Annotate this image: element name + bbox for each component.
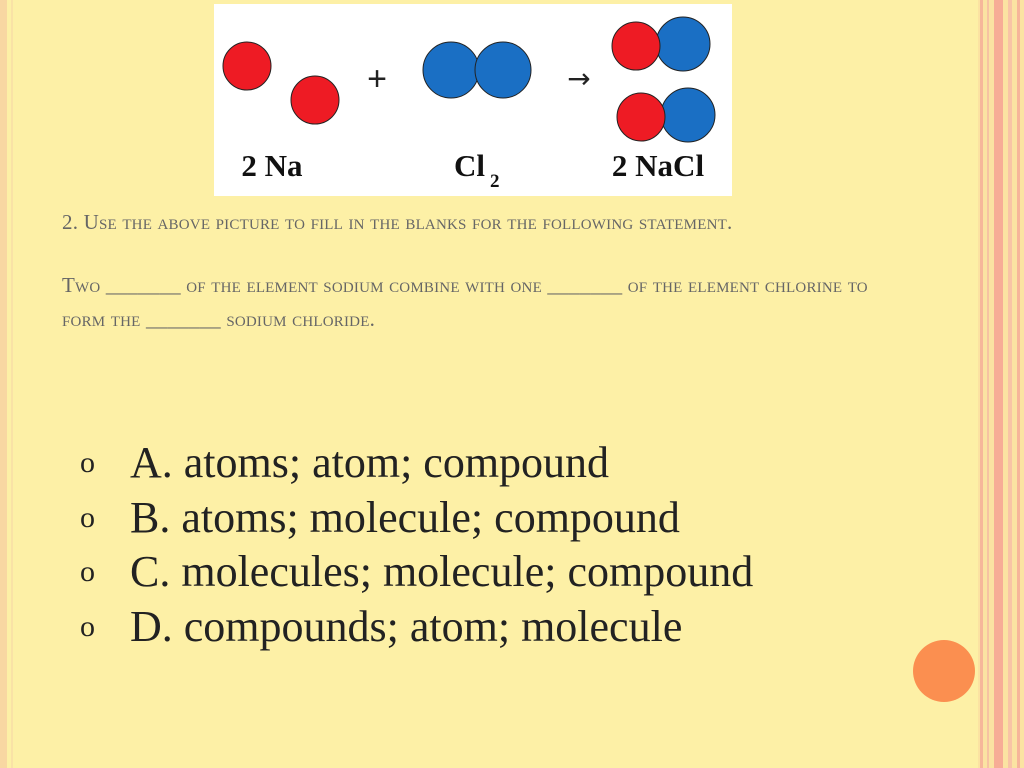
sodium-atom [291, 76, 339, 124]
reaction-picture [214, 4, 732, 196]
chlorine-atom [423, 42, 479, 98]
plus-sign: + [367, 60, 387, 98]
border-stripe [994, 0, 1003, 768]
option-b-label: B. atoms; molecule; compound [130, 492, 680, 542]
option-bullet: o [80, 609, 95, 643]
chlorine-atom [475, 42, 531, 98]
reaction-arrow: → [567, 62, 591, 95]
option-b [80, 491, 880, 546]
sodium-atom [612, 22, 660, 70]
sodium-atom [617, 93, 665, 141]
border-stripe [1008, 0, 1012, 768]
option-bullet: o [80, 555, 95, 589]
option-c-label: C. molecules; molecule; compound [130, 547, 754, 597]
option-bullet: o [80, 500, 95, 534]
answer-options [80, 436, 880, 654]
option-bullet: o [80, 446, 95, 480]
question-block [62, 206, 902, 336]
border-stripe [1017, 0, 1020, 768]
option-d-label: D. compounds; atom; molecule [130, 601, 683, 651]
label-cl: Cl [454, 148, 485, 183]
chlorine-atom [656, 17, 710, 71]
border-stripe [987, 0, 989, 768]
left-edge-stripe-thin [11, 0, 13, 768]
label-cl-subscript: 2 [490, 171, 500, 192]
label-2na: 2 Na [241, 148, 303, 183]
option-a-label: A. atoms; atom; compound [130, 438, 610, 488]
decorative-orange-dot [913, 640, 975, 702]
label-2nacl: 2 NaCl [611, 148, 705, 183]
question-instruction: 2. Use the above picture to fill in the blanks for the following statement. [62, 210, 733, 234]
option-d [80, 600, 880, 655]
left-edge-stripe [0, 0, 7, 768]
border-stripe [980, 0, 983, 768]
option-c [80, 545, 880, 600]
chlorine-atom [661, 88, 715, 142]
reaction-diagram [214, 4, 732, 196]
right-decorative-border [978, 0, 1024, 768]
question-statement: Two _______ of the element sodium combine with one _______ of the element chlorine to form the _______ sodium chloride. [62, 273, 868, 331]
option-a [80, 436, 880, 491]
sodium-atom [223, 42, 271, 90]
